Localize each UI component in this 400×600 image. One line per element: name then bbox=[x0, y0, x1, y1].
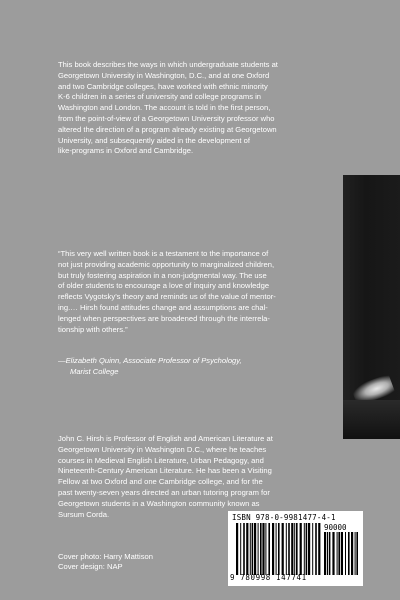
barcode-bar bbox=[286, 523, 287, 575]
quote-attribution: —Elizabeth Quinn, Associate Professor of Psychology, bbox=[58, 356, 242, 365]
barcode-bar bbox=[332, 532, 334, 575]
barcode-bar bbox=[351, 532, 353, 575]
cover-design-credit: Cover design: NAP bbox=[58, 562, 123, 571]
barcode-bar bbox=[296, 523, 298, 575]
barcode-bar bbox=[318, 523, 320, 575]
review-quote: “This very well written book is a testament to the importance of not just providing academic opportunity to marginalized children, but truly fostering aspiration in a non-judgmental way. The use of older students to encourage a love of inquiry and knowledge reflects Vygotsky’s theory and reminds us of the value of mentor- ing.… Hirsh found attitudes change and assumptions are chal- lenged when perspectives are broadened through the interrela- tionship with others.” bbox=[58, 249, 276, 334]
barcode-bar bbox=[276, 523, 277, 575]
addon-barcode-bars bbox=[324, 532, 358, 575]
barcode-bar bbox=[258, 523, 259, 575]
barcode-bar bbox=[324, 532, 326, 575]
barcode-bar bbox=[260, 523, 262, 575]
barcode-bar bbox=[240, 523, 241, 575]
barcode-bar bbox=[312, 523, 313, 575]
barcode-bar bbox=[250, 523, 251, 575]
barcode-digits: 9 780998 147741 bbox=[230, 573, 307, 582]
barcode-bar bbox=[329, 532, 331, 575]
barcode-bar bbox=[306, 523, 308, 575]
barcode-bar bbox=[337, 532, 338, 575]
barcode-bar bbox=[236, 523, 238, 575]
barcode-bar bbox=[265, 523, 266, 575]
barcode-bar bbox=[288, 523, 290, 575]
barcode-bar bbox=[278, 523, 280, 575]
barcode-bar bbox=[300, 523, 302, 575]
barcode-bar bbox=[308, 523, 310, 575]
main-barcode-bars bbox=[236, 523, 322, 575]
barcode-bar bbox=[246, 523, 248, 575]
cover-photo bbox=[343, 175, 400, 439]
barcode-bar bbox=[268, 523, 270, 575]
barcode-bar bbox=[338, 532, 340, 575]
price-code: 90000 bbox=[324, 523, 347, 532]
barcode-bar bbox=[282, 523, 284, 575]
author-bio: John C. Hirsh is Professor of English and American Literature at Georgetown University in Washington D.C., where he teaches courses in Medieval English Literature, Urban Pedagogy, and Nineteenth-Century American Literature. He has been a Visiting Fellow at two Oxford and one Cambridge college, and for the past twenty-seven years directed an urban tutoring program for Georgetown students in a Washington community known as Sursum Corda. bbox=[58, 434, 273, 519]
barcode-bar bbox=[341, 532, 343, 575]
barcode-bar bbox=[356, 532, 358, 575]
barcode-bar bbox=[262, 523, 264, 575]
barcode-bar bbox=[252, 523, 254, 575]
barcode-bar bbox=[345, 532, 346, 575]
barcode-bar bbox=[355, 532, 356, 575]
barcode-bar bbox=[304, 523, 305, 575]
barcode-bar bbox=[294, 523, 295, 575]
barcode-bar bbox=[254, 523, 256, 575]
barcode-bar bbox=[348, 532, 350, 575]
book-description: This book describes the ways in which undergraduate students at Georgetown University in Washington, D.C., and at one Oxford and two Cambridge colleges, have worked with ethnic minority K-6 children in a series of university and college programs in Washington and London. The account is told in the first person, from the point-of-view of a Georgetown University professor who altered the direction of a program already existing at Georgetown University, and subsequently aided in the development of like-programs in Oxford and Cambridge. bbox=[58, 60, 278, 156]
isbn-number: ISBN 978-0-9981477-4-1 bbox=[232, 513, 336, 522]
barcode-bar bbox=[272, 523, 274, 575]
cover-photo-credit: Cover photo: Harry Mattison bbox=[58, 552, 153, 561]
quote-attribution-affiliation: Marist College bbox=[70, 367, 119, 376]
barcode-bar bbox=[291, 523, 293, 575]
isbn-barcode bbox=[228, 511, 363, 586]
barcode-bar bbox=[315, 523, 317, 575]
barcode-bar bbox=[243, 523, 245, 575]
barcode-bar bbox=[327, 532, 328, 575]
